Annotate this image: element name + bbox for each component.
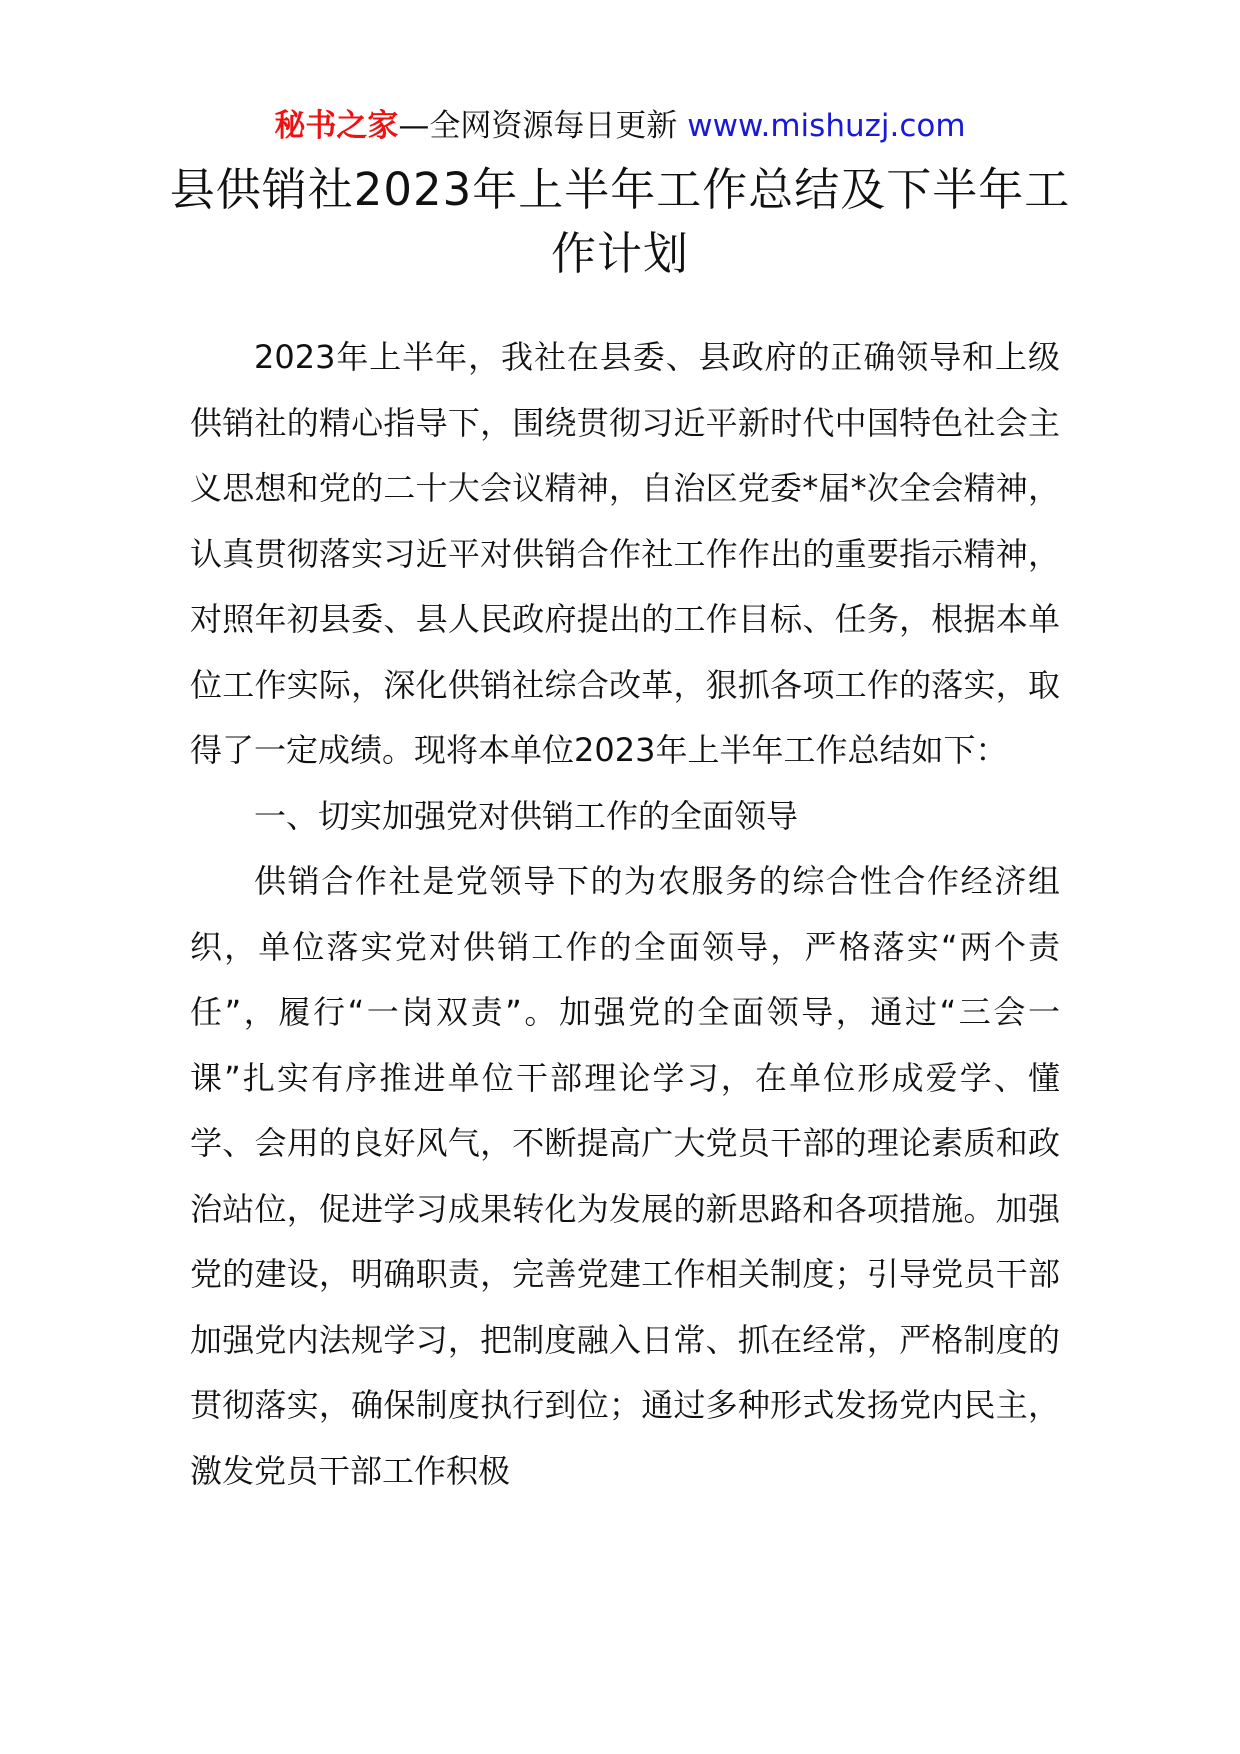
site-header [0,104,1240,148]
site-brand: 秘书之家 [274,108,399,144]
section-heading: 一、切实加强党对供销工作的全面领导 [254,796,799,835]
document-title: 县供销社2023年上半年工作总结及下半年工作计划 [169,163,1071,280]
paragraph-intro: 2023年上半年，我社在县委、县政府的正确领导和上级供销社的精心指导下，围绕贯彻习近平新时代中国特色社会主义思想和党的二十大会议精神，自治区党委*届*次全会精神，认真贯彻落实习近平对供销合作社工作作出的重要指示精神，对照年初县委、县人民政府提出的工作目标、任务，根据本单位工作实际，深化供销社综合改革，狠抓各项工作的落实，取得了一定成绩。现将本单位2023年上半年工作总结如下： [190,338,1060,769]
paragraph-section-one: 供销合作社是党领导下的为农服务的综合性合作经济组织，单位落实党对供销工作的全面领导，严格落实“两个责任”，履行“一岗双责”。加强党的全面领导，通过“三会一课”扎实有序推进单位干部理论学习，在单位形成爱学、懂学、会用的良好风气，不断提高广大党员干部的理论素质和政治站位，促进学习成果转化为发展的新思路和各项措施。加强党的建设，明确职责，完善党建工作相关制度；引导党员干部加强党内法规学习，把制度融入日常、抓在经常，严格制度的贯彻落实，确保制度执行到位；通过多种形式发扬党内民主，激发党员干部工作积极 [190,862,1060,1490]
site-url-link[interactable]: www.mishuzj.com [687,108,966,144]
site-tagline: —全网资源每日更新 [398,108,678,144]
document-body [190,325,1060,1504]
